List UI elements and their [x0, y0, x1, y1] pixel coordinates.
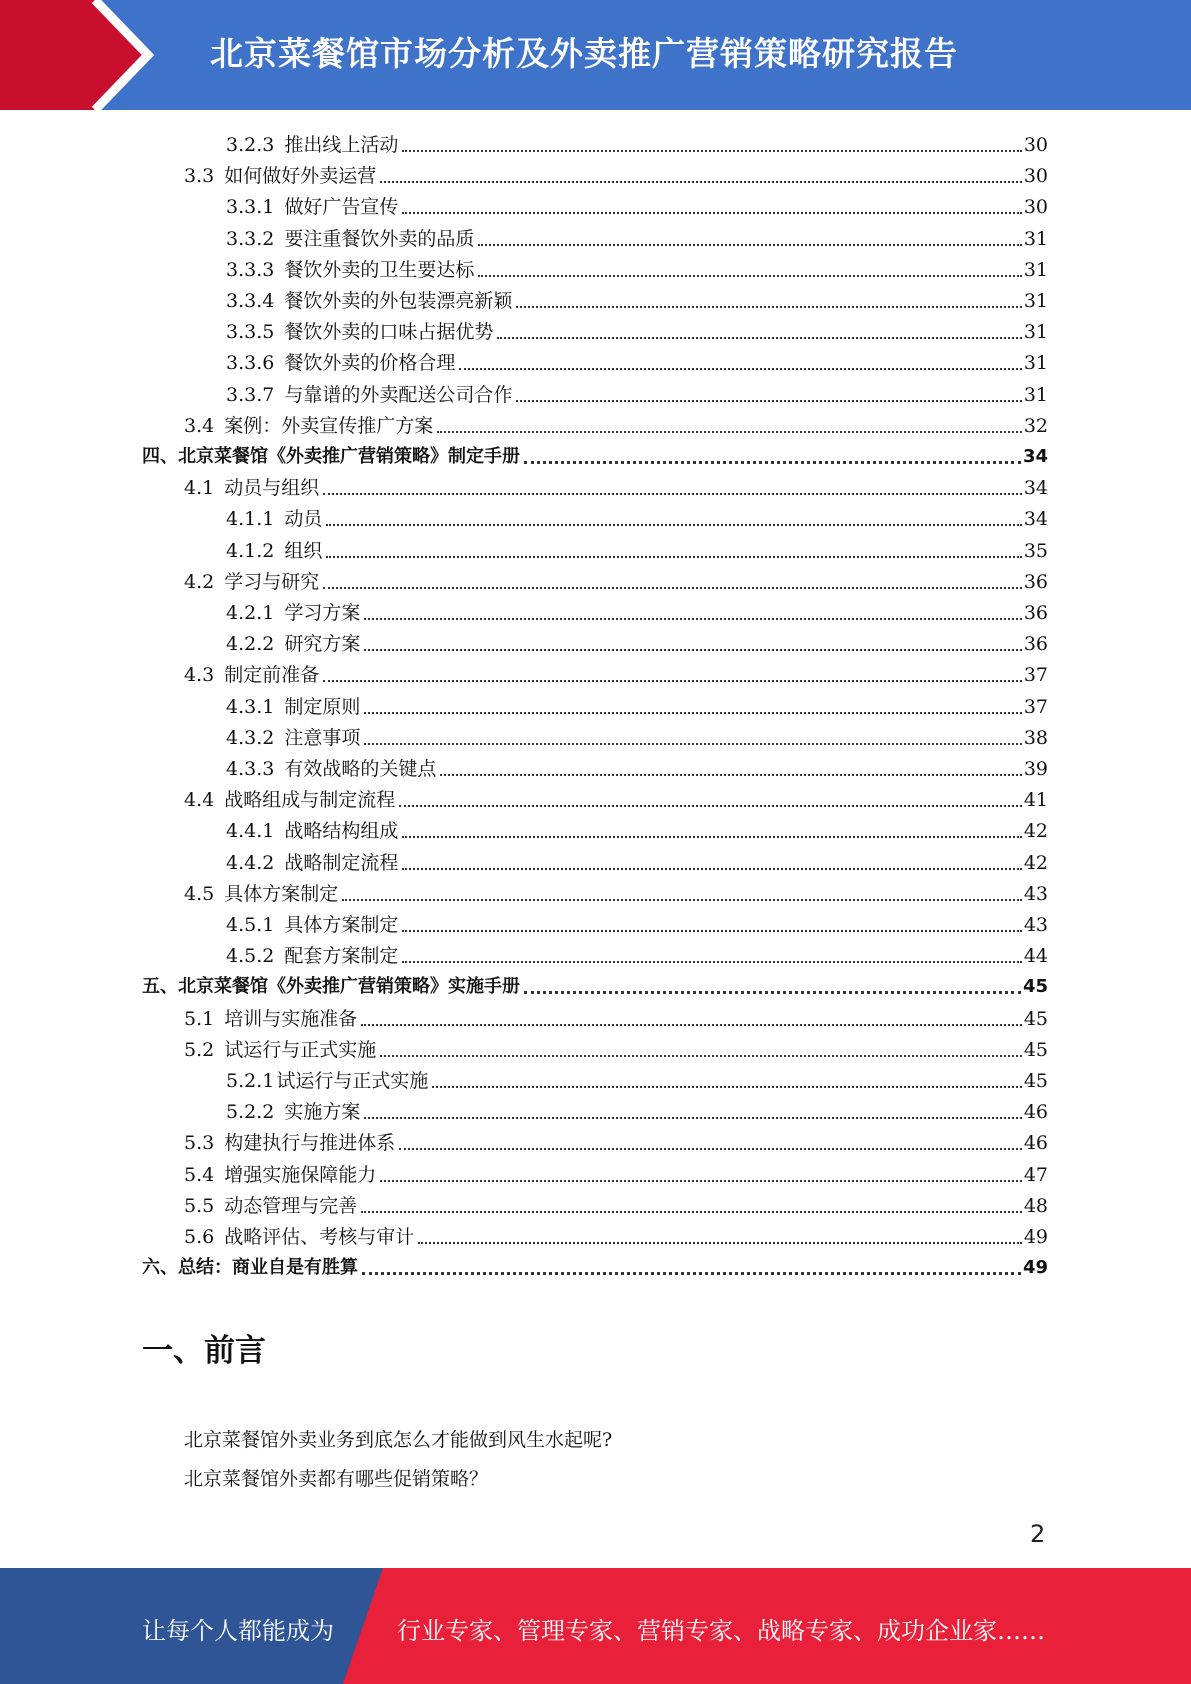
toc-dot-leader	[402, 836, 1021, 838]
toc-entry-number: 4.3.2	[226, 726, 275, 749]
toc-dot-leader	[364, 649, 1021, 651]
toc-entry-title: 餐饮外卖的价格合理	[284, 352, 456, 375]
toc-dot-leader	[418, 1242, 1022, 1244]
toc-dot-leader	[497, 337, 1021, 339]
page-number: 2	[1030, 1520, 1046, 1548]
toc-entry-title: 研究方案	[284, 633, 361, 656]
toc-dot-leader	[459, 368, 1021, 370]
toc-entry-number: 5.2.1	[226, 1070, 275, 1092]
toc-entry-number: 3.3.2	[226, 227, 275, 250]
toc-entry-page: 31	[1023, 352, 1048, 375]
toc-entry[interactable]	[184, 782, 1048, 813]
toc-entry-number: 4.5.2	[226, 945, 275, 968]
toc-entry[interactable]	[226, 533, 1048, 564]
toc-entry-page: 30	[1023, 165, 1048, 188]
toc-entry-page: 46	[1023, 1132, 1048, 1155]
toc-entry-title: 餐饮外卖的口味占据优势	[284, 321, 494, 344]
toc-entry[interactable]	[184, 1001, 1048, 1032]
toc-entry[interactable]	[226, 189, 1048, 220]
toc-dot-leader	[362, 1272, 1021, 1275]
toc-entry-page: 38	[1023, 726, 1048, 749]
toc-dot-leader	[399, 805, 1022, 807]
toc-entry-title: 动员	[284, 508, 323, 531]
toc-entry-title: 增强实施保障能力	[224, 1163, 377, 1186]
toc-entry-title: 餐饮外卖的外包装漂亮新颖	[284, 290, 513, 312]
toc-entry[interactable]	[226, 283, 1048, 314]
toc-entry-number: 4.3.3	[226, 758, 275, 780]
toc-entry-number: 5.6	[184, 1226, 215, 1248]
toc-entry-number: 4.4	[184, 789, 215, 812]
toc-entry-title: 组织	[284, 539, 323, 562]
toc-entry-number: 4.5.1	[226, 914, 275, 936]
toc-entry-page: 31	[1023, 290, 1048, 312]
toc-entry-title: 培训与实施准备	[224, 1007, 358, 1030]
toc-entry-page: 42	[1023, 851, 1048, 874]
toc-entry-page: 42	[1023, 820, 1048, 843]
toc-entry-title: 学习与研究	[224, 570, 320, 593]
toc-entry-page: 49	[1023, 1226, 1048, 1248]
toc-entry[interactable]	[226, 626, 1048, 657]
toc-entry-page: 36	[1023, 602, 1048, 624]
toc-entry-number: 4.1.1	[226, 508, 275, 531]
toc-entry[interactable]	[226, 314, 1048, 345]
toc-dot-leader	[524, 461, 1021, 464]
toc-entry-title: 战略结构组成	[284, 820, 399, 843]
toc-dot-leader	[323, 680, 1022, 682]
toc-dot-leader	[478, 275, 1021, 277]
toc-entry-page: 45	[1023, 1038, 1048, 1061]
toc-entry-page: 30	[1023, 196, 1048, 219]
toc-dot-leader	[402, 930, 1021, 932]
toc-entry-title: 动态管理与完善	[224, 1194, 358, 1217]
toc-dot-leader	[364, 1117, 1021, 1119]
toc-dot-leader	[432, 1086, 1021, 1088]
toc-dot-leader	[364, 618, 1021, 620]
toc-dot-leader	[440, 774, 1021, 776]
toc-entry[interactable]	[226, 595, 1048, 626]
toc-dot-leader	[402, 961, 1021, 963]
page-footer	[0, 1568, 1191, 1684]
toc-entry[interactable]	[184, 408, 1048, 439]
toc-entry-number: 4.2.2	[226, 633, 275, 656]
section-heading: 一、前言	[142, 1333, 266, 1369]
toc-entry-title: 四、北京菜餐馆《外卖推广营销策略》制定手册	[142, 446, 520, 467]
toc-entry-page: 36	[1023, 633, 1048, 656]
toc-entry[interactable]	[184, 158, 1048, 189]
toc-entry[interactable]	[184, 564, 1048, 595]
toc-entry-page: 48	[1023, 1194, 1048, 1217]
toc-entry[interactable]	[184, 657, 1048, 688]
toc-entry-title: 有效战略的关键点	[284, 758, 437, 780]
toc-entry-number: 3.3.6	[226, 352, 275, 375]
toc-entry-title: 餐饮外卖的卫生要达标	[284, 258, 475, 281]
toc-entry[interactable]	[226, 501, 1048, 532]
toc-entry[interactable]	[226, 907, 1048, 938]
toc-entry[interactable]	[184, 1125, 1048, 1156]
toc-entry-page: 45	[1023, 1007, 1048, 1030]
toc-entry-number: 4.2	[184, 570, 215, 593]
toc-dot-leader	[323, 493, 1022, 495]
toc-entry[interactable]	[184, 1032, 1048, 1063]
toc-entry-page: 49	[1022, 1257, 1048, 1279]
toc-entry-number: 3.3.1	[226, 196, 275, 219]
footer-slogan-right: 行业专家、管理专家、营销专家、战略专家、成功企业家……	[397, 1617, 1045, 1645]
toc-entry-page: 31	[1023, 227, 1048, 250]
toc-entry-number: 5.1	[184, 1007, 215, 1030]
toc-entry-page: 37	[1023, 664, 1048, 687]
toc-entry-title: 试运行与正式实施	[276, 1070, 429, 1092]
toc-entry-title: 案例：外卖宣传推广方案	[224, 414, 434, 437]
header-title: 北京菜餐馆市场分析及外卖推广营销策略研究报告	[210, 34, 958, 73]
toc-entry-title: 注意事项	[284, 726, 361, 749]
toc-entry-title: 试运行与正式实施	[224, 1038, 377, 1061]
toc-dot-leader	[361, 1211, 1022, 1213]
toc-entry-number: 4.5	[184, 882, 215, 905]
toc-dot-leader	[323, 587, 1022, 589]
toc-entry[interactable]	[226, 720, 1048, 751]
toc-entry-title: 配套方案制定	[284, 945, 399, 968]
toc-entry-page: 31	[1023, 321, 1048, 344]
toc-dot-leader	[326, 524, 1021, 526]
toc-entry[interactable]	[142, 1250, 1048, 1281]
toc-entry-page: 44	[1023, 945, 1048, 968]
toc-entry-page: 41	[1023, 789, 1048, 812]
toc-entry-page: 30	[1023, 134, 1048, 156]
toc-entry-number: 5.3	[184, 1132, 215, 1155]
toc-dot-leader	[516, 400, 1021, 402]
toc-entry[interactable]	[142, 439, 1048, 470]
toc-entry-page: 37	[1023, 695, 1048, 718]
toc-entry-page: 31	[1023, 258, 1048, 281]
toc-entry[interactable]	[184, 1219, 1048, 1250]
toc-entry-number: 5.5	[184, 1194, 215, 1217]
toc-entry-page: 45	[1022, 976, 1048, 998]
toc-dot-leader	[361, 1024, 1022, 1026]
toc-dot-leader	[380, 1055, 1022, 1057]
toc-dot-leader	[364, 743, 1021, 745]
toc-entry-number: 3.3.7	[226, 383, 275, 406]
toc-entry-number: 5.4	[184, 1163, 215, 1186]
toc-entry-number: 3.2.3	[226, 134, 275, 156]
toc-entry-number: 4.1	[184, 477, 215, 500]
toc-dot-leader	[516, 306, 1021, 308]
toc-entry-title: 动员与组织	[224, 477, 320, 500]
paragraph: 北京菜餐馆外卖都有哪些促销策略？	[184, 1468, 489, 1490]
toc-entry-title: 六、总结：商业自是有胜算	[142, 1257, 358, 1279]
toc-entry-number: 3.3.4	[226, 290, 275, 312]
toc-entry-title: 与靠谱的外卖配送公司合作	[284, 383, 513, 406]
toc-dot-leader	[326, 556, 1021, 558]
page-header	[0, 0, 1191, 110]
toc-entry-page: 43	[1023, 914, 1048, 936]
toc-entry-number: 3.4	[184, 414, 215, 437]
toc-entry[interactable]	[184, 876, 1048, 907]
toc-entry-page: 34	[1023, 508, 1048, 531]
toc-entry-page: 34	[1023, 477, 1048, 500]
toc-dot-leader	[437, 431, 1022, 433]
toc-dot-leader	[364, 712, 1021, 714]
toc-entry-page: 46	[1023, 1101, 1048, 1124]
toc-entry-title: 具体方案制定	[284, 914, 399, 936]
toc-entry-title: 构建执行与推进体系	[224, 1132, 396, 1155]
toc-entry-title: 如何做好外卖运营	[224, 165, 377, 188]
toc-dot-leader	[402, 212, 1021, 214]
toc-entry-page: 45	[1023, 1070, 1048, 1092]
toc-entry-title: 学习方案	[284, 602, 361, 624]
toc-entry-title: 要注重餐饮外卖的品质	[284, 227, 475, 250]
toc-entry-number: 4.3	[184, 664, 215, 687]
footer-slogan-left: 让每个人都能成为	[142, 1617, 334, 1645]
toc-entry[interactable]	[226, 751, 1048, 782]
paragraph: 北京菜餐馆外卖业务到底怎么才能做到风生水起呢?	[184, 1429, 613, 1451]
toc-entry[interactable]	[226, 345, 1048, 376]
toc-dot-leader	[402, 150, 1021, 152]
toc-dot-leader	[478, 244, 1021, 246]
toc-entry-number: 5.2	[184, 1038, 215, 1061]
toc-dot-leader	[342, 899, 1022, 901]
toc-dot-leader	[524, 991, 1021, 994]
toc-entry-number: 3.3	[184, 165, 215, 188]
toc-entry[interactable]	[184, 470, 1048, 501]
toc-entry-title: 战略组成与制定流程	[224, 789, 396, 812]
toc-entry-title: 制定原则	[284, 695, 361, 718]
toc-entry-number: 5.2.2	[226, 1101, 275, 1124]
toc-entry[interactable]	[226, 845, 1048, 876]
toc-entry-title: 战略制定流程	[284, 851, 399, 874]
toc-entry[interactable]	[142, 969, 1048, 1000]
toc-entry-title: 五、北京菜餐馆《外卖推广营销策略》实施手册	[142, 976, 520, 998]
toc-dot-leader	[399, 1148, 1022, 1150]
toc-entry-page: 31	[1023, 383, 1048, 406]
toc-dot-leader	[380, 1180, 1022, 1182]
toc-entry-number: 4.1.2	[226, 539, 275, 562]
toc-entry-number: 4.4.1	[226, 820, 275, 843]
toc-entry[interactable]	[226, 127, 1048, 158]
toc-entry-number: 4.2.1	[226, 602, 275, 624]
toc-dot-leader	[380, 181, 1022, 183]
toc-entry[interactable]	[226, 689, 1048, 720]
toc-entry-number: 4.3.1	[226, 695, 275, 718]
toc-entry-page: 34	[1022, 446, 1048, 467]
toc-entry[interactable]	[226, 252, 1048, 283]
toc-entry[interactable]	[226, 813, 1048, 844]
toc-entry-title: 做好广告宣传	[284, 196, 399, 219]
toc-entry-page: 36	[1023, 570, 1048, 593]
toc-entry-title: 推出线上活动	[284, 134, 399, 156]
toc-entry-page: 32	[1023, 414, 1048, 437]
toc-entry[interactable]	[226, 377, 1048, 408]
toc-entry-number: 3.3.3	[226, 258, 275, 281]
toc-entry-page: 35	[1023, 539, 1048, 562]
toc-entry-page: 39	[1023, 758, 1048, 780]
toc-entry-title: 制定前准备	[224, 664, 320, 687]
toc-entry-page: 43	[1023, 882, 1048, 905]
toc-entry[interactable]	[226, 938, 1048, 969]
toc-entry-number: 4.4.2	[226, 851, 275, 874]
toc-entry[interactable]	[226, 221, 1048, 252]
toc-entry[interactable]	[184, 1157, 1048, 1188]
toc-entry-page: 47	[1023, 1163, 1048, 1186]
toc-entry[interactable]	[226, 1063, 1048, 1094]
toc-entry-number: 3.3.5	[226, 321, 275, 344]
toc-entry-title: 战略评估、考核与审计	[224, 1226, 415, 1248]
toc-entry[interactable]	[184, 1188, 1048, 1219]
toc-entry-title: 实施方案	[284, 1101, 361, 1124]
toc-entry-title: 具体方案制定	[224, 882, 339, 905]
toc-entry[interactable]	[226, 1094, 1048, 1125]
toc-dot-leader	[402, 868, 1021, 870]
